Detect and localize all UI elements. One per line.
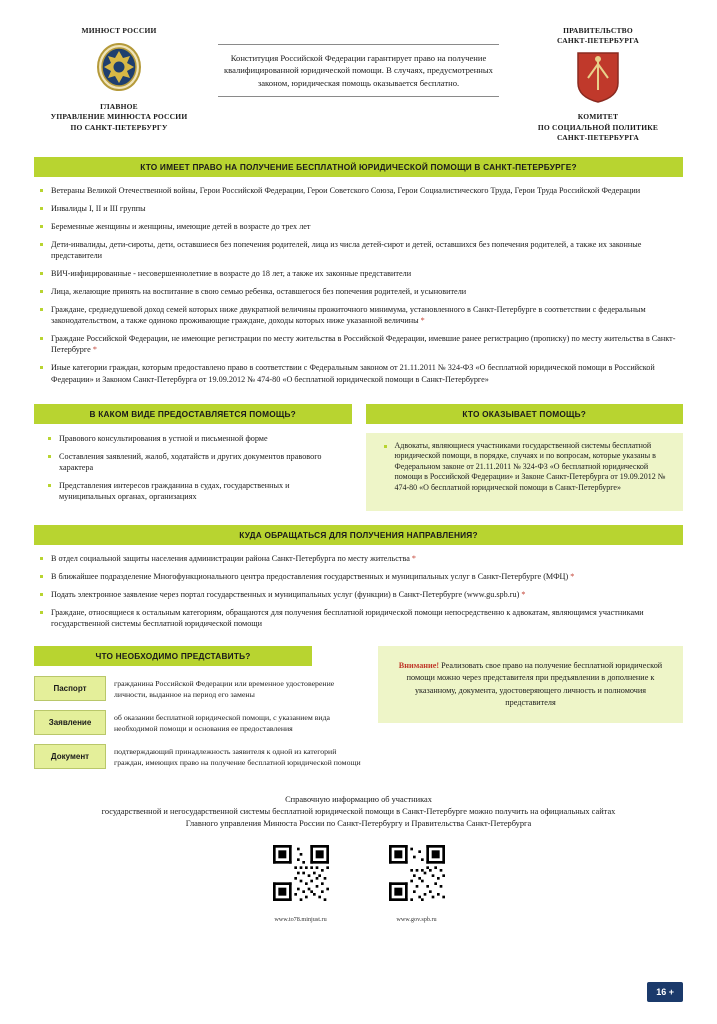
who-provides-column	[366, 404, 684, 511]
list-item: Дети-инвалиды, дети-сироты, дети, оставшиеся без попечения родителей, лица из числа детей-сирот и детей, оставшихся без попечения родителей, а также их законные представители	[40, 239, 683, 261]
list-item: Лица, желающие принять на воспитание в свою семью ребенка, оставшегося без попечения родителей, и усыновители	[40, 286, 683, 297]
header-center	[204, 26, 513, 97]
application-text: об оказании бесплатной юридической помощи, с указанием вида необходимой помощи и основания ее предоставления	[114, 713, 331, 733]
section-title-who-provides: КТО ОКАЗЫВАЕТ ПОМОЩЬ?	[366, 404, 684, 424]
document-text: подтверждающий принадлежность заявителя к одной из категорий граждан, имеющих право на получение бесплатной юридической помощи	[114, 747, 361, 767]
list-item: Подать электронное заявление через портал государственных и муниципальных услуг (функции) в Санкт-Петербурге (www.gu.spb.ru) *	[40, 589, 683, 600]
where-to-apply-list	[0, 553, 717, 629]
who-has-right-list	[0, 185, 717, 385]
section-title-where-to-apply: КУДА ОБРАЩАТЬСЯ ДЛЯ ПОЛУЧЕНИЯ НАПРАВЛЕНИЯ?	[34, 525, 683, 545]
list-item: В ближайшее подразделение Многофункционального центра предоставления государственных и муниципальных услуг в Санкт-Петербурге (МФЦ) *	[40, 571, 683, 582]
form-of-help-list	[34, 433, 352, 502]
spb-committee: КОМИТЕТ ПО СОЦИАЛЬНОЙ ПОЛИТИКЕ САНКТ-ПЕТЕРБУРГА	[537, 112, 659, 142]
section-title-who-has-right: КТО ИМЕЕТ ПРАВО НА ПОЛУЧЕНИЕ БЕСПЛАТНОЙ ЮРИДИЧЕСКОЙ ПОМОЩИ В САНКТ-ПЕТЕРБУРГЕ?	[34, 157, 683, 177]
qr-code-icon[interactable]	[273, 845, 329, 901]
application-chip: Заявление	[34, 710, 106, 735]
list-item: Граждане, относящиеся к остальным категориям, обращаются для получения бесплатной юридической помощи непосредственно к адвокатам, являющимся участниками государственной системы бесплатной юридической помощи	[40, 607, 683, 629]
qr-item-minjust	[273, 845, 329, 923]
passport-text: гражданина Российской Федерации или временное удостоверение личности, выданное на период его замены	[114, 679, 335, 699]
help-columns	[0, 392, 717, 511]
qr-caption-gov[interactable]: www.gov.spb.ru	[396, 915, 437, 923]
list-item: Инвалиды I, II и III группы	[40, 203, 683, 214]
footer-line: Справочную информацию об участниках	[285, 795, 432, 804]
list-item: Беременные женщины и женщины, имеющие детей в возрасте до трех лет	[40, 221, 683, 232]
minjust-emblem-icon	[34, 40, 204, 97]
list-item: Граждане Российской Федерации, не имеющие регистрации по месту жительства в Российской Федерации, имевшие ранее регистрацию (прописку) по месту жительства в Санкт-Петербурге *	[40, 333, 683, 355]
header	[0, 0, 717, 143]
what-to-present-block	[0, 636, 717, 778]
section-title-form-of-help: В КАКОМ ВИДЕ ПРЕДОСТАВЛЯЕТСЯ ПОМОЩЬ?	[34, 404, 352, 424]
age-rating-badge: 16 +	[647, 982, 683, 1002]
section-title-what-to-present: ЧТО НЕОБХОДИМО ПРЕДСТАВИТЬ?	[34, 646, 312, 666]
who-provides-list	[370, 441, 680, 494]
qr-item-gov	[389, 845, 445, 923]
list-item: Составления заявлений, жалоб, ходатайств и других документов правового характера	[48, 451, 342, 473]
document-row	[34, 744, 364, 769]
qr-code-icon[interactable]	[389, 845, 445, 901]
attention-label: Внимание!	[398, 661, 440, 670]
footer-note	[0, 778, 717, 831]
list-item: В отдел социальной защиты населения администрации района Санкт-Петербурга по месту жительства *	[40, 553, 683, 564]
header-left	[34, 26, 204, 133]
government-label: ПРАВИТЕЛЬСТВО САНКТ-ПЕТЕРБУРГА	[556, 26, 639, 46]
qr-caption-minjust[interactable]: www.to78.minjust.ru	[274, 915, 327, 923]
list-item: Иные категории граждан, которым предоставлено право в соответствии с Федеральным законом от 21.11.2011 № 324-ФЗ «О бесплатной юридической помощи в Российской Федерации» и Законом Санкт-Петербурга от 19.09.2012 № 474-80 «О бесплатной юридической помощи в Санкт-Петербурге»	[40, 362, 683, 384]
document-row	[34, 710, 364, 735]
header-right	[513, 26, 683, 143]
minjust-label: МИНЮСТ РОССИИ	[81, 26, 157, 35]
form-of-help-column	[34, 404, 352, 511]
footer-line: государственной и негосударственной системы бесплатной юридической помощи в Санкт-Петербурге можно получить на официальных сайтах	[101, 807, 616, 817]
minjust-department: ГЛАВНОЕ УПРАВЛЕНИЕ МИНЮСТА РОССИИ ПО САНКТ-ПЕТЕРБУРГУ	[50, 102, 188, 132]
attention-text: Реализовать свое право на получение бесплатной юридической помощи можно через представителя при предъявлении в дополнение к указанному, документа, удостоверяющего личность и полномочия представителя	[406, 661, 663, 707]
passport-chip: Паспорт	[34, 676, 106, 701]
qr-section	[0, 831, 717, 923]
what-to-present-left	[34, 646, 364, 778]
attention-panel	[378, 646, 683, 723]
list-item: ВИЧ-инфицированные - несовершеннолетние в возрасте до 18 лет, а также их законные представители	[40, 268, 683, 279]
who-provides-panel	[366, 433, 684, 511]
list-item: Адвокаты, являющиеся участниками государственной системы бесплатной юридической помощи, в порядке, случаях и по вопросам, которые указаны в Федеральном законе от 21.11.2011 № 324-ФЗ «О бесплатной юридической помощи в Российской Федерации» и Законе Санкт-Петербурга от 19.09.2012 № 474-80 «О бесплатной юридической помощи в Санкт-Петербурге»	[384, 441, 670, 494]
spb-coat-of-arms-icon	[513, 50, 683, 107]
list-item: Представления интересов гражданина в судах, государственных и муниципальных органах, организациях	[48, 480, 342, 502]
document-row	[34, 676, 364, 701]
list-item: Граждане, среднедушевой доход семей которых ниже двукратной величины прожиточного минимума, установленного в Санкт-Петербурге в соответствии с федеральным законодательством, а также одиноко проживающие граждане, доходы которых ниже указанной величины *	[40, 304, 683, 326]
footer-line: Главного управления Минюста России по Санкт-Петербургу и Правительства Санкт-Петербурга	[185, 819, 532, 829]
list-item: Правового консультирования в устной и письменной форме	[48, 433, 342, 444]
constitution-quote: Конституция Российской Федерации гарантирует право на получение квалифицированной юридической помощи. В случаях, предусмотренных законом, юридическая помощь оказывается бесплатно.	[218, 44, 499, 97]
document-chip: Документ	[34, 744, 106, 769]
list-item: Ветераны Великой Отечественной войны, Герои Российской Федерации, Герои Советского Союза, Герои Социалистического Труда, Герои Труда Российской Федерации	[40, 185, 683, 196]
